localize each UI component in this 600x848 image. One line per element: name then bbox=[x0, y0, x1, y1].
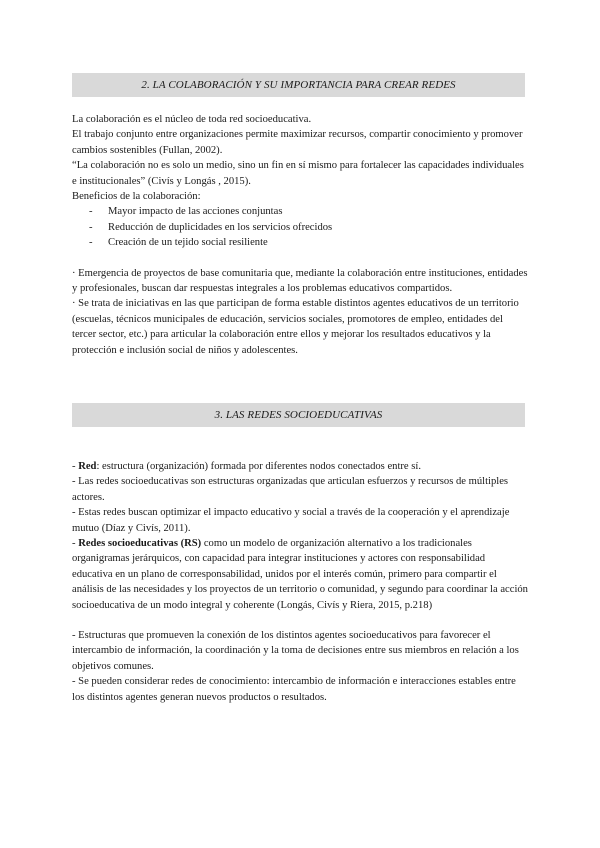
paragraph: · Se trata de iniciativas en las que participan de forma estable distintos agentes educativos de un territorio (escuelas, técnicos municipales de educación, servicios sociales, promotores de empleo, entidades del tercer sector, etc.) para articular la colaboración entre ellos y mejorar los resultados educativos y la protección e inclusión social de niños y adolescentes. bbox=[72, 298, 519, 356]
list-item: - Mayor impacto de las acciones conjuntas bbox=[72, 204, 528, 219]
benefits-label: Beneficios de la colaboración: bbox=[72, 191, 201, 203]
section-3-heading bbox=[72, 403, 525, 427]
section-3-body bbox=[72, 459, 528, 705]
paragraph: El trabajo conjunto entre organizaciones permite maximizar recursos, compartir conocimiento y promover cambios sostenibles (Fullan, 2002). bbox=[72, 129, 523, 156]
section-2-title: 2. LA COLABORACIÓN Y SU IMPORTANCIA PARA CREAR REDES bbox=[141, 79, 456, 91]
section-2-body bbox=[72, 112, 528, 358]
definition-item: - Redes socioeducativas (RS) como un modelo de organización alternativo a los tradicionales organigramas jerárquicos, con capacidad para integrar instituciones y actores con responsabilidad educativa en un plano de corresponsabilidad, unidos por el interés común, primero para compartir el análisis de las necesidades y los proyectos de un territorio o comunidad, y segundo para coordinar la acción socioeducativa de un modo integral y coherente (Longás, Civís y Riera, 2015, p.218) bbox=[72, 538, 528, 611]
term: Red bbox=[78, 461, 97, 472]
paragraph: - Estructuras que promueven la conexión de los distintos agentes socioeducativos para favorecer el intercambio de información, la coordinación y la toma de decisiones entre sus miembros en relación a los objetivos comunes. bbox=[72, 630, 519, 672]
paragraph: · Emergencia de proyectos de base comunitaria que, mediante la colaboración entre instituciones, entidades y profesionales, buscan dar respuestas integrales a los problemas educativos compartidos. bbox=[72, 267, 528, 295]
list-item: - Reducción de duplicidades en los servicios ofrecidos bbox=[72, 220, 528, 235]
section-3-title: 3. LAS REDES SOCIOEDUCATIVAS bbox=[214, 409, 383, 421]
section-2-heading bbox=[72, 73, 525, 97]
paragraph: - Estas redes buscan optimizar el impacto educativo y social a través de la cooperación y el aprendizaje mutuo (Díaz y Civís, 2011). bbox=[72, 507, 510, 534]
quote-paragraph: “La colaboración no es solo un medio, sino un fin en sí mismo para fortalecer las capacidades individuales e institucionales” (Civís y Longás , 2015). bbox=[72, 160, 524, 187]
paragraph: - Las redes socioeducativas son estructuras organizadas que articulan esfuerzos y recursos de múltiples actores. bbox=[72, 476, 509, 503]
term: Redes socioeducativas (RS) bbox=[78, 538, 202, 550]
definition-item: - Red: estructura (organización) formada por diferentes nodos conectados entre sí. bbox=[72, 461, 421, 472]
paragraph: - Se pueden considerar redes de conocimiento: intercambio de información e interacciones estables entre los distintos agentes generan nuevos productos o resultados. bbox=[72, 676, 516, 703]
paragraph: La colaboración es el núcleo de toda red socioeducativa. bbox=[72, 114, 312, 125]
list-item: - Creación de un tejido social resiliente bbox=[72, 235, 528, 250]
benefits-list bbox=[72, 204, 528, 250]
